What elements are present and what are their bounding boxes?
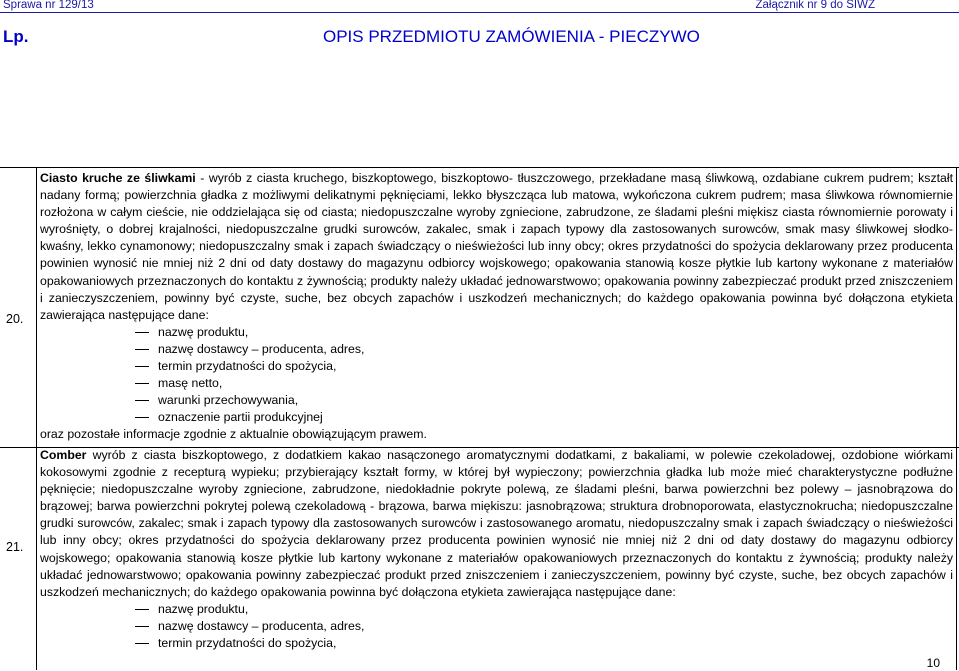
title-row <box>0 25 959 49</box>
list-item: masę netto, <box>40 375 953 392</box>
page-title: OPIS PRZEDMIOTU ZAMÓWIENIA - PIECZYWO <box>323 27 700 46</box>
label-items-list <box>40 324 953 427</box>
lp-heading: Lp. <box>3 27 29 46</box>
row-footer: oraz pozostałe informacje zgodnie z aktualnie obowiązującym prawem. <box>40 427 427 442</box>
row-number: 21. <box>6 540 24 554</box>
page-header <box>0 0 959 12</box>
list-item: nazwę produktu, <box>40 601 953 618</box>
table-row <box>40 447 953 652</box>
product-name: Ciasto kruche ze śliwkami <box>40 171 196 185</box>
list-item: nazwę dostawcy – producenta, adres, <box>40 341 953 358</box>
list-item: termin przydatności do spożycia, <box>40 635 953 652</box>
product-name: Comber <box>40 448 87 462</box>
label-items-list <box>40 601 953 652</box>
list-item: oznaczenie partii produkcyjnej <box>40 409 953 426</box>
case-number: Sprawa nr 129/13 <box>3 0 94 11</box>
list-item: warunki przechowywania, <box>40 392 953 409</box>
product-description: wyrób z ciasta biszkoptowego, z dodatkiem kakao nasączonego aromatycznymi dodatkami, z bakaliami, w polewie czekoladowej, ozdobione wiórkami kokosowymi zgodnie z recepturą wypieku; przybierający kształt formy, w której był wypieczony; powierzchnia gładka lub może mieć charakterystyczne podłużne pęknięcie; niedopuszczalne wyroby zgniecione, zabrudzone, niedokładnie pokryte polewą, ze śladami pleśni, barwa powierzchni bez polewy – jasnobrązowa do brązowej; barwa powierzchni pokrytej polewą czekoladową - brązowa, barwa miękiszu: jasnobrązowa; struktura drobnoporowata, elastycznokrucha; niedopuszczalne grudki surowców, zakalec; smak i zapach typowy dla zastosowanych surowców i zastosowanego aromatu, niedopuszczalny smak i zapach świadczący o nieświeżości lub inny obcy; okres przydatności do spożycia deklarowany przez producenta powinien wynosić nie mniej niż 2 dni od daty dostawy do magazynu odbiorcy wojskowego; opakowania stanowią kosze płytkie lub kartony wykonane z materiałów opakowaniowych przeznaczonych do kontaktu z żywnością; produkty należy układać jednowarstwowo; opakowania powinny zabezpieczać produkt przed zniszczeniem i zanieczyszczeniem, powinny być czyste, suche, bez obcych zapachów i uszkodzeń mechanicznych; do każdego opakowania powinna być dołączona etykieta zawierająca następujące dane: <box>40 448 953 599</box>
row-description <box>40 170 953 324</box>
list-item: nazwę produktu, <box>40 324 953 341</box>
page-number: 10 <box>926 656 940 670</box>
table-right-border <box>956 167 957 670</box>
row-number: 20. <box>6 312 24 326</box>
row-description <box>40 447 953 601</box>
column-divider <box>36 167 37 670</box>
header-divider <box>0 12 959 13</box>
list-item: nazwę dostawcy – producenta, adres, <box>40 618 953 635</box>
attachment-label: Załącznik nr 9 do SIWZ <box>755 0 875 11</box>
product-description: - wyrób z ciasta kruchego, biszkoptowego, biszkoptowo- tłuszczowego, przekładane masą śliwkową, ozdabiane cukrem pudrem; kształt nadany formą; powierzchnia gładka z możliwymi delikatnymi pęknięciami, lekko błyszcząca lub matowa, wykończona cukrem pudrem; masa śliwkowa równomiernie rozłożona w całym cieście, nie oddzielająca się od ciasta; niedopuszczalne wyroby zgniecione, zabrudzone, ze śladami pleśni miękisz ciasta równomiernie porowaty i wyrośnięty, o dobrej krajalności, niedopuszczalne grudki surowców, zakalec, smak i zapach typowy dla zastosowanych surowców, smak masy śliwkowej słodko-kwaśny, lekko cynamonowy; niedopuszczalny smak i zapach świadczący o nieświeżości lub inny obcy; okres przydatności do spożycia deklarowany przez producenta powinien wynosić nie mniej niż 2 dni od daty dostawy do magazynu odbiorcy wojskowego; opakowania stanowią kosze płytkie lub kartony wykonane z materiałów opakowaniowych przeznaczonych do kontaktu z żywnością; produkty należy układać jednowarstwowo; opakowania powinny zabezpieczać produkt przed zniszczeniem i zanieczyszczeniem, powinny być czyste, suche, bez obcych zapachów i uszkodzeń mechanicznych; do każdego opakowania powinna być dołączona etykieta zawierająca następujące dane: <box>40 171 953 322</box>
list-item: termin przydatności do spożycia, <box>40 358 953 375</box>
table-row <box>40 170 953 444</box>
